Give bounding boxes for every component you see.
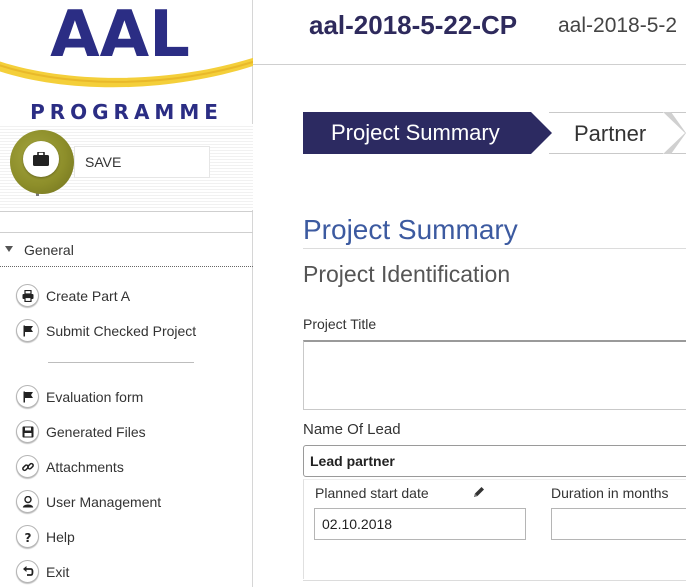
nav-item-label: Help <box>46 529 75 545</box>
sidebar <box>0 0 253 587</box>
nav-item-label: User Management <box>46 494 162 510</box>
project-title-label: Project Title <box>303 316 377 332</box>
programme-wordmark: PROGRAMME <box>30 100 223 124</box>
save-button[interactable]: SAVE <box>74 146 210 178</box>
caret-down-icon <box>5 246 13 252</box>
save-area <box>0 124 253 210</box>
user-icon <box>16 490 39 513</box>
save-icon <box>16 420 39 443</box>
step-project-summary[interactable]: Project Summary <box>303 112 531 154</box>
sidebar-divider <box>0 211 253 212</box>
nav-item-evaluation-form[interactable] <box>0 382 253 412</box>
nav-separator <box>48 362 194 363</box>
nav-item-attachments[interactable] <box>0 452 253 482</box>
nav-item-label: Exit <box>46 564 70 580</box>
lead-name-input[interactable]: Lead partner <box>303 445 686 477</box>
aal-logo-text: AAL <box>50 0 190 72</box>
briefcase-icon <box>23 141 59 177</box>
nav-item-exit[interactable] <box>0 557 253 587</box>
printer-icon <box>16 284 39 307</box>
nav-item-label: Attachments <box>46 459 124 475</box>
nav-group-general[interactable] <box>0 232 253 267</box>
page-title: Project Summary <box>303 214 518 245</box>
svg-text:?: ? <box>24 530 31 543</box>
project-title-input[interactable] <box>303 340 686 410</box>
section-title: Project Identification <box>303 261 511 287</box>
lead-name-label: Name Of Lead <box>303 421 401 438</box>
title-divider <box>303 248 686 249</box>
link-icon <box>16 455 39 478</box>
flag-icon <box>16 319 39 342</box>
project-code: aal-2018-5-22-CP <box>309 10 518 40</box>
question-icon <box>16 525 39 548</box>
nav-item-label: Create Part A <box>46 288 131 304</box>
nav-item-user-management[interactable] <box>0 487 253 517</box>
nav-group-label: General <box>24 242 74 258</box>
header-divider <box>253 64 686 65</box>
project-code-secondary: aal-2018-5-2 <box>558 14 678 37</box>
wizard-steps <box>303 112 686 154</box>
step-arrow-project-summary <box>531 112 553 154</box>
nav-item-label: Submit Checked Project <box>46 323 197 339</box>
step-partner[interactable]: Partner <box>549 112 686 154</box>
nav-item-create-part-a[interactable] <box>0 281 253 311</box>
duration-input[interactable] <box>551 508 686 540</box>
step-arrow-partner <box>663 112 686 154</box>
aal-logo <box>0 0 253 92</box>
start-date-input[interactable]: 02.10.2018 <box>314 508 526 540</box>
save-circle-button[interactable] <box>10 130 74 194</box>
duration-label: Duration in months <box>551 485 669 501</box>
form-bottom-divider <box>303 580 686 581</box>
flag-icon <box>16 385 39 408</box>
nav-item-label: Generated Files <box>46 424 146 440</box>
start-date-label: Planned start date <box>315 485 429 501</box>
nav-item-generated-files[interactable] <box>0 417 253 447</box>
nav-item-label: Evaluation form <box>46 389 144 405</box>
nav-item-help[interactable] <box>0 522 253 552</box>
undo-icon <box>16 560 39 583</box>
pencil-icon[interactable] <box>472 485 486 499</box>
nav-item-submit-checked-project[interactable] <box>0 316 253 346</box>
